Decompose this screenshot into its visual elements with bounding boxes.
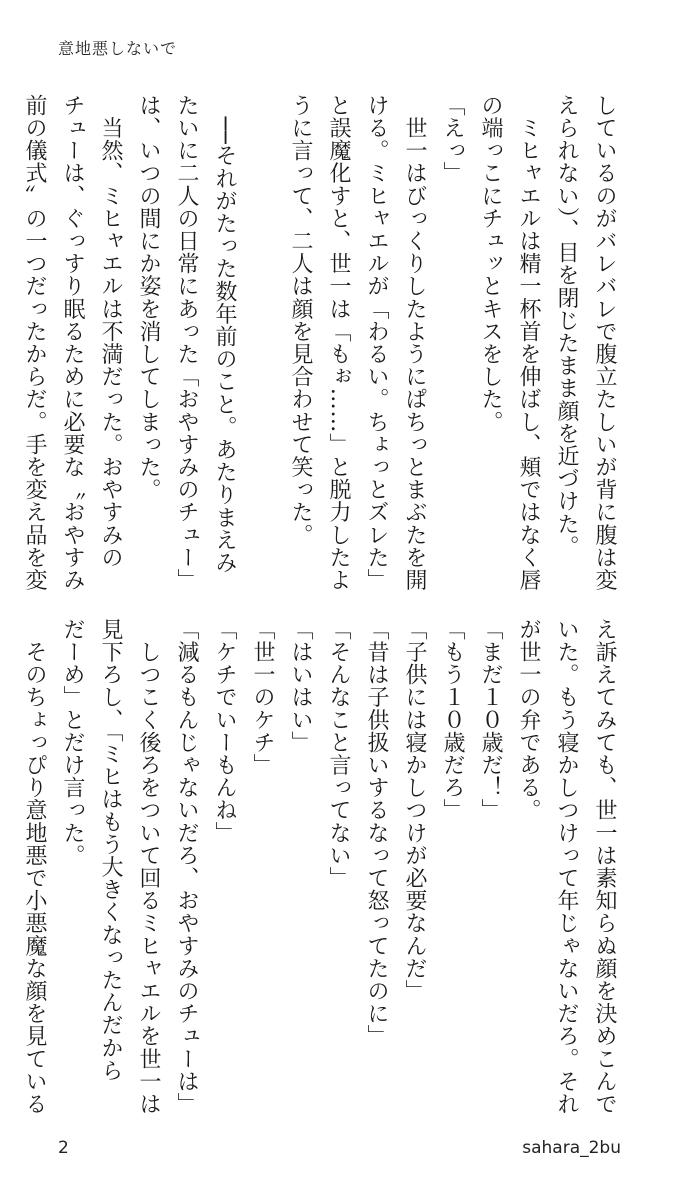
text-line: が世一の弁である。 (516, 618, 541, 822)
text-line: 「えっ」 (440, 94, 465, 185)
text-line: 見下ろし、「ミヒはもう大きくなったんだから (98, 618, 123, 1082)
text-line: 「子供には寝かしつけが必要なんだ」 (402, 618, 427, 1003)
text-line: 「まだ１０歳だ！」 (478, 618, 503, 822)
text-line: 「そんなこと言ってない」 (326, 618, 351, 890)
text-line: うに言って、二人は顔を見合わせて笑った。 (288, 94, 313, 546)
text-line: ──それがたった数年前のこと。あたりまえみ (212, 94, 237, 574)
text-line: チューは、ぐっすり眠るために必要な〝おやすみ (60, 94, 85, 592)
text-line: 「もう１０歳だろ」 (440, 618, 465, 822)
text-line: 「ケチでいーもんね」 (212, 618, 237, 844)
text-block-bottom (22, 618, 623, 1116)
text-line: たいに二人の日常にあった「おやすみのチュー」 (174, 94, 199, 592)
text-line: 「減るもんじゃないだろ、おやすみのチューは」 (174, 618, 199, 1116)
author-handle: sahara_2bu (522, 1138, 621, 1158)
text-line: 「昔は子供扱いするなって怒ってたのに」 (364, 618, 389, 1048)
text-line: しているのがバレバレで腹立たしいが背に腹は変 (592, 94, 617, 592)
text-line: いた。もう寝かしつけって年じゃないだろ。それ (554, 618, 579, 1116)
text-line: しつこく後ろをついて回るミヒャエルを世一は (136, 618, 161, 1116)
page-title: 意地悪しないで (58, 39, 178, 58)
text-line: と誤魔化すと、世一は「もぉ……」と脱力したよ (326, 94, 351, 592)
text-line: ける。ミヒャエルが「わるい。ちょっとズレた」 (364, 94, 389, 592)
blank-line (243, 94, 281, 579)
page-number: 2 (58, 1138, 69, 1158)
text-line: の端っこにチュッとキスをした。 (478, 94, 503, 433)
text-line: は、いつの間にか姿を消してしまった。 (136, 94, 161, 501)
text-line: そのちょっぴり意地悪で小悪魔な顔を見ている (22, 618, 47, 1116)
text-line: 当然、ミヒャエルは不満だった。おやすみの (98, 94, 123, 569)
text-line: だーめ」とだけ言った。 (60, 618, 85, 867)
text-line: 「はいはい」 (288, 618, 313, 754)
text-line: 「世一のケチ」 (250, 618, 275, 777)
text-line: え訴えてみても、世一は素知らぬ顔を決めこんで (592, 618, 617, 1116)
text-line: ミヒャエルは精一杯首を伸ばし、頬ではなく唇 (516, 94, 541, 592)
text-line: 世一はびっくりしたようにぱちっとまぶたを開 (402, 94, 427, 592)
text-block-top (22, 94, 623, 592)
text-line: えられない）、目を閉じたまま顔を近づけた。 (554, 94, 579, 558)
text-line: 前の儀式〟の一つだったからだ。手を変え品を変 (22, 94, 47, 592)
